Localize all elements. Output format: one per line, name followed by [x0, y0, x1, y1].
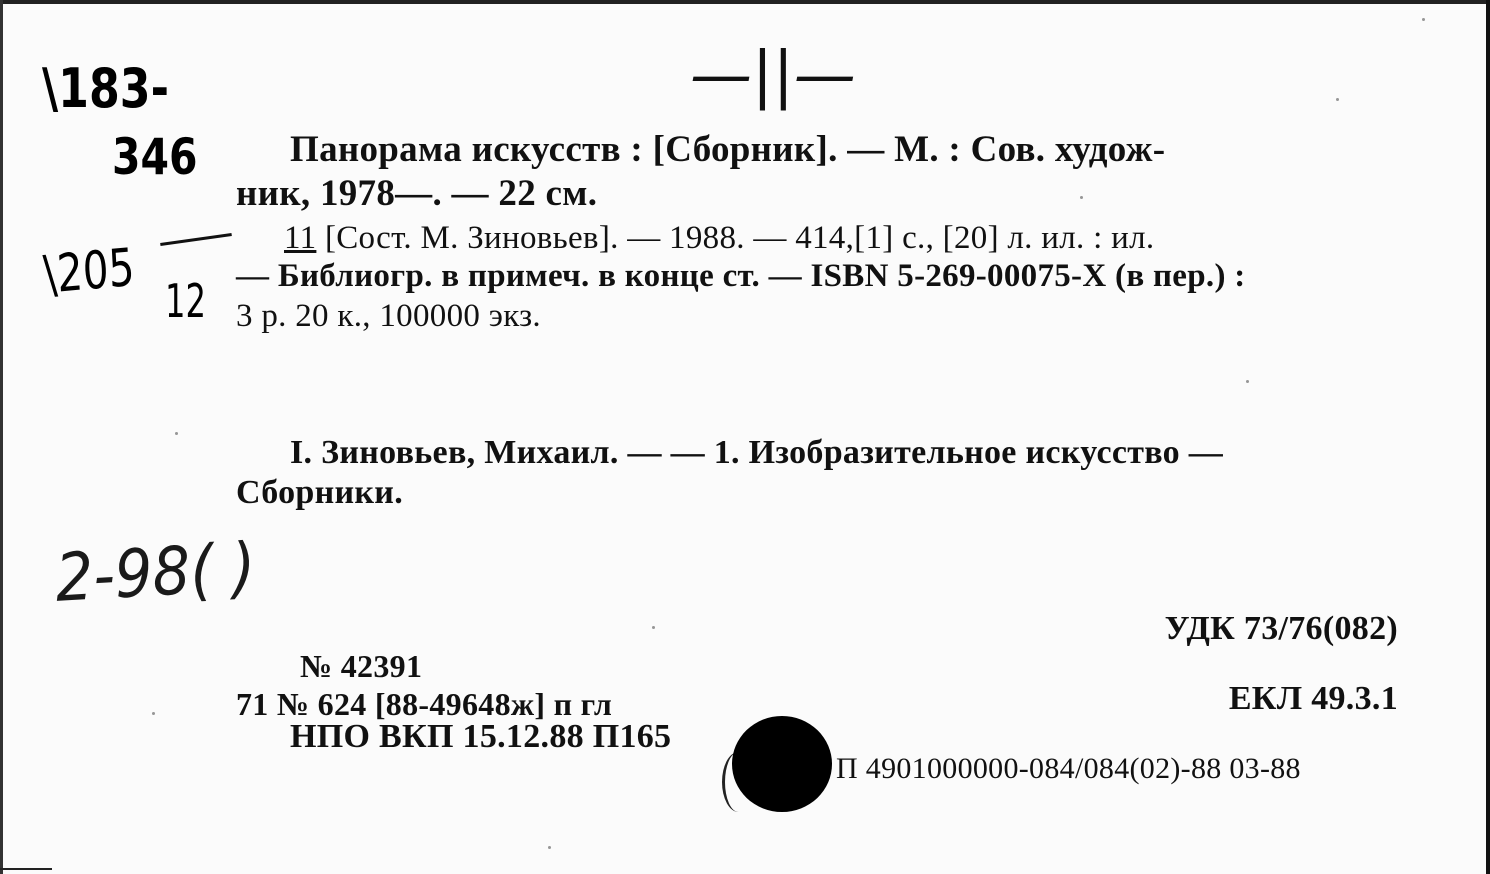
- index-code: П 4901000000-084/084(02)-88 03-88: [836, 752, 1301, 785]
- entry-title-line: ник, 1978—. — 22 см.: [236, 173, 598, 214]
- handwritten-shelf-mark: \205: [41, 237, 136, 306]
- entry-price-line: 3 р. 20 к., 100000 экз.: [236, 298, 541, 334]
- dust-speck: [1246, 380, 1249, 383]
- printer-info: НПО ВКП 15.12.88 П165: [290, 718, 672, 755]
- handwritten-shelf-mark: \183-: [42, 57, 169, 120]
- dust-speck: [1336, 98, 1339, 101]
- card-edge-top: [0, 0, 1490, 4]
- ekl-code: ЕКЛ 49.3.1: [1228, 680, 1398, 717]
- dust-speck: [152, 712, 155, 715]
- punch-hole: [732, 716, 832, 812]
- volume-number: 11: [284, 220, 317, 256]
- tracings-line: Сборники.: [236, 474, 403, 511]
- handwritten-shelf-mark: 346: [112, 128, 198, 186]
- entry-title-line: Панорама искусств : [Сборник]. — М. : Сов. худож-: [290, 129, 1166, 170]
- card-edge-right: [1486, 0, 1490, 874]
- tracings-line: I. Зиновьев, Михаил. — — 1. Изобразительное искусство —: [290, 434, 1224, 471]
- dust-speck: [652, 626, 655, 629]
- handwritten-note: 2-98( ): [53, 528, 258, 617]
- handwritten-shelf-mark: 12: [165, 274, 206, 328]
- dust-speck: [175, 432, 178, 435]
- card-edge-left: [0, 0, 3, 874]
- udk-code: УДК 73/76(082): [1164, 610, 1398, 647]
- card-number: № 42391: [300, 648, 423, 684]
- dust-speck: [1080, 196, 1083, 199]
- entry-volume-line: [284, 220, 1154, 257]
- volume-description: [Сост. М. Зиновьев]. — 1988. — 414,[1] с., [20] л. ил. : ил.: [324, 220, 1155, 256]
- dust-speck: [548, 846, 551, 849]
- handwritten-fraction-line: [160, 233, 232, 246]
- dust-speck: [1422, 18, 1425, 21]
- print-order: 71 № 624 [88-49648ж] п гл: [236, 686, 613, 722]
- entry-notes-line: — Библиогр. в примеч. в конце ст. — ISBN 5-269-00075-X (в пер.) :: [236, 258, 1246, 294]
- card-edge-mark: [0, 868, 52, 870]
- card-stamp-number: —||—: [690, 38, 856, 111]
